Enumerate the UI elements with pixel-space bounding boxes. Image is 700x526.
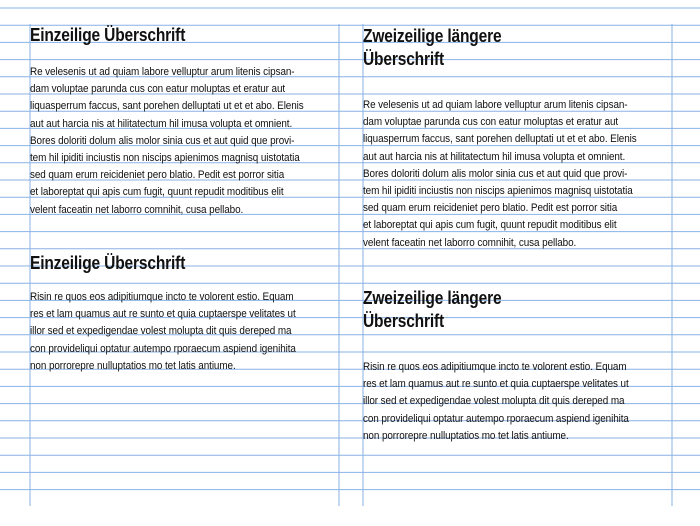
body-line: sed quam erum reicideniet pero blatio. Pedit est porror sitia: [30, 169, 285, 182]
body-line: illor sed et expedigendae volest molupta dit quis dereped ma: [363, 395, 625, 408]
left-section-1-heading: [30, 24, 185, 46]
left-section-2-heading: [30, 252, 185, 274]
body-line: et laboreptat qui apis cum fugit, quunt repudit moditibus elit: [30, 186, 284, 199]
heading-line: Zweizeilige längere: [363, 287, 502, 308]
body-line: Bores doloriti dolum alis molor sinia cus et aut quid que provi-: [363, 167, 628, 180]
body-line: liquasperrum faccus, sant porehen delluptati ut et et abo. Elenis: [363, 133, 637, 146]
body-line: Re velesenis ut ad quiam labore velluptur arum litenis cipsan-: [30, 66, 295, 78]
body-line: Re velesenis ut ad quiam labore velluptur arum litenis cipsan-: [363, 99, 628, 111]
body-line: et laboreptat qui apis cum fugit, quunt repudit moditibus elit: [363, 219, 617, 232]
body-line: Bores doloriti dolum alis molor sinia cus et aut quid que provi-: [30, 134, 295, 147]
left-section-1-body: [30, 64, 304, 219]
body-line: Risin re quos eos adipitiumque incto te volorent estio. Equam: [30, 291, 294, 303]
body-line: aut aut harcia nis at hilitatectum hil imusa volupta et omnient.: [30, 117, 293, 130]
body-line: Risin re quos eos adipitiumque incto te volorent estio. Equam: [363, 361, 627, 373]
body-line: con provideliqui optatur autempo rporaecum aspiend igenihita: [363, 412, 629, 425]
body-line: res et lam quamus aut re sunto et quia cuptaerspe velitates ut: [30, 308, 296, 321]
body-line: dam voluptae parunda cus con eatur moluptas et eratur aut: [30, 83, 286, 96]
left-section-2-body: [30, 289, 296, 375]
heading-line: Überschrift: [363, 48, 445, 69]
body-line: dam voluptae parunda cus con eatur moluptas et eratur aut: [363, 116, 619, 129]
right-section-2-body: [363, 359, 629, 445]
body-line: aut aut harcia nis at hilitatectum hil imusa volupta et omnient.: [363, 150, 626, 163]
body-line: sed quam erum reicideniet pero blatio. Pedit est porror sitia: [363, 202, 618, 215]
body-line: liquasperrum faccus, sant porehen delluptati ut et et abo. Elenis: [30, 100, 304, 113]
body-line: non porrorepre nulluptatios mo tet latis antiume.: [363, 429, 569, 442]
heading-line: Einzeilige Überschrift: [30, 24, 186, 45]
heading-line: Zweizeilige längere: [363, 25, 502, 46]
body-line: tem hil ipiditi inciustis non niscips apienimos magnisq uistotatia: [30, 152, 300, 165]
right-section-1-heading: [363, 24, 501, 70]
body-line: non porrorepre nulluptatios mo tet latis antiume.: [30, 359, 236, 372]
body-line: velent faceatin net laborro comnihit, cusa pellabo.: [363, 236, 577, 249]
body-line: res et lam quamus aut re sunto et quia cuptaerspe velitates ut: [363, 378, 629, 391]
body-line: illor sed et expedigendae volest molupta dit quis dereped ma: [30, 325, 292, 338]
body-line: velent faceatin net laborro comnihit, cusa pellabo.: [30, 203, 244, 216]
heading-line: Einzeilige Überschrift: [30, 252, 186, 273]
right-section-2-heading: [363, 286, 501, 332]
heading-line: Überschrift: [363, 310, 445, 331]
body-line: con provideliqui optatur autempo rporaecum aspiend igenihita: [30, 342, 296, 355]
body-line: tem hil ipiditi inciustis non niscips apienimos magnisq uistotatia: [363, 185, 633, 198]
right-section-1-body: [363, 97, 637, 252]
